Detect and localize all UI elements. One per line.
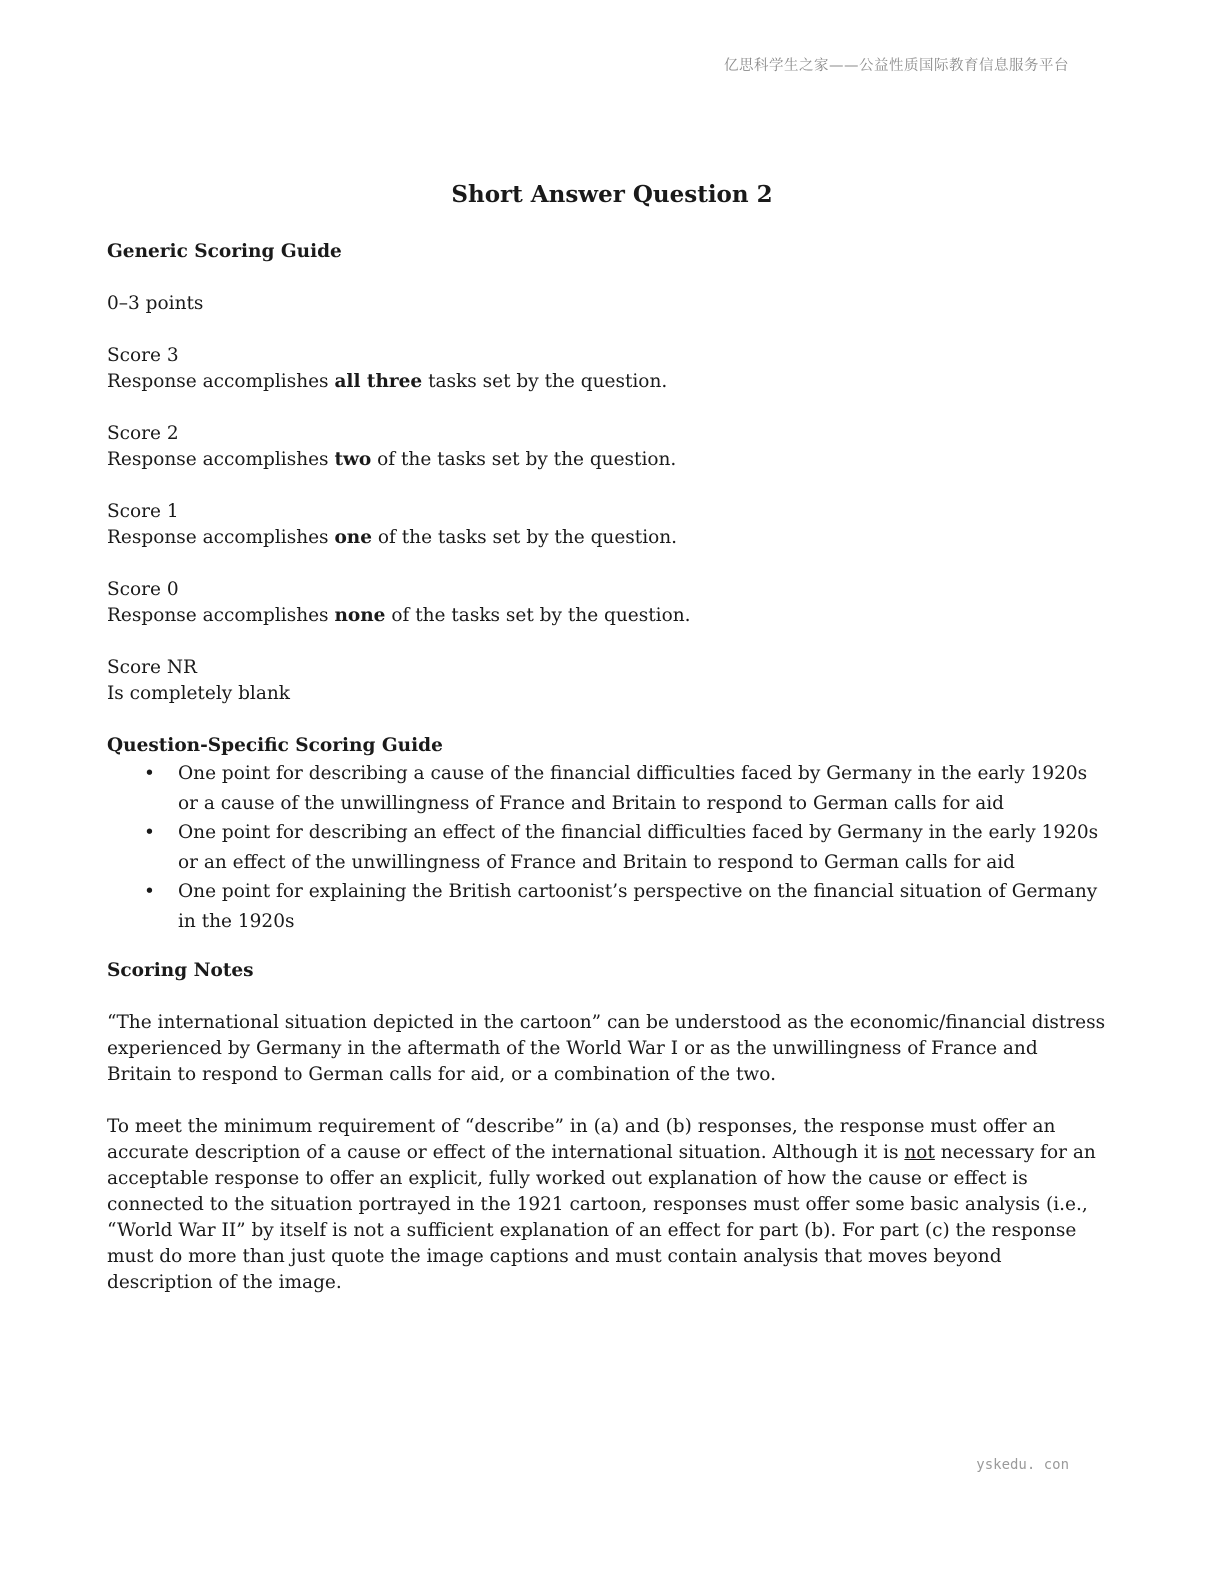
generic-scoring-heading: Generic Scoring Guide — [107, 241, 342, 262]
score-nr-description: Is completely blank — [107, 683, 290, 704]
score-3-label: Score 3 — [107, 345, 179, 366]
score-3-description: Response accomplishes all three tasks set by the question. — [107, 371, 668, 392]
document-body — [107, 239, 1107, 1296]
footer-watermark: yskedu. con — [976, 1457, 1069, 1473]
specific-scoring-heading: Question-Specific Scoring Guide — [107, 735, 443, 756]
specific-scoring-list — [107, 759, 1107, 936]
score-0-label: Score 0 — [107, 579, 179, 600]
score-2-label: Score 2 — [107, 423, 179, 444]
list-item: • One point for describing a cause of the financial difficulties faced by Germany in the early 1920s or a cause of the unwillingness of France and Britain to respond to German calls for aid — [178, 759, 1107, 818]
score-1-label: Score 1 — [107, 501, 179, 522]
list-item: • One point for explaining the British cartoonist’s perspective on the financial situation of Germany in the 1920s — [178, 877, 1107, 936]
scoring-notes-paragraph-2: To meet the minimum requirement of “describe” in (a) and (b) responses, the response must offer an accurate description of a cause or effect of the international situation. Although it is not necessary for an acceptable response to offer an explicit, fully worked out explanation of how the cause or effect is connected to the situation portrayed in the 1921 cartoon, responses must offer some basic analysis (i.e., “World War II” by itself is not a sufficient explanation of an effect for part (b). For part (c) the response must do more than just quote the image captions and must contain analysis that moves beyond description of the image. — [107, 1116, 1096, 1293]
header-watermark: 亿思科学生之家——公益性质国际教育信息服务平台 — [724, 58, 1069, 74]
scoring-notes-paragraph-1: “The international situation depicted in the cartoon” can be understood as the economic/financial distress experienced by Germany in the aftermath of the World War I or as the unwillingness of France and Britain to respond to German calls for aid, or a combination of the two. — [107, 1012, 1106, 1085]
score-1-description: Response accomplishes one of the tasks set by the question. — [107, 527, 678, 548]
list-item: • One point for describing an effect of the financial difficulties faced by Germany in the early 1920s or an effect of the unwillingness of France and Britain to respond to German calls for aid — [178, 818, 1107, 877]
score-0-description: Response accomplishes none of the tasks set by the question. — [107, 605, 691, 626]
score-nr-label: Score NR — [107, 657, 197, 678]
score-2-description: Response accomplishes two of the tasks set by the question. — [107, 449, 677, 470]
page-title: Short Answer Question 2 — [451, 181, 773, 208]
scoring-notes-heading: Scoring Notes — [107, 960, 254, 981]
points-range: 0–3 points — [107, 293, 204, 314]
